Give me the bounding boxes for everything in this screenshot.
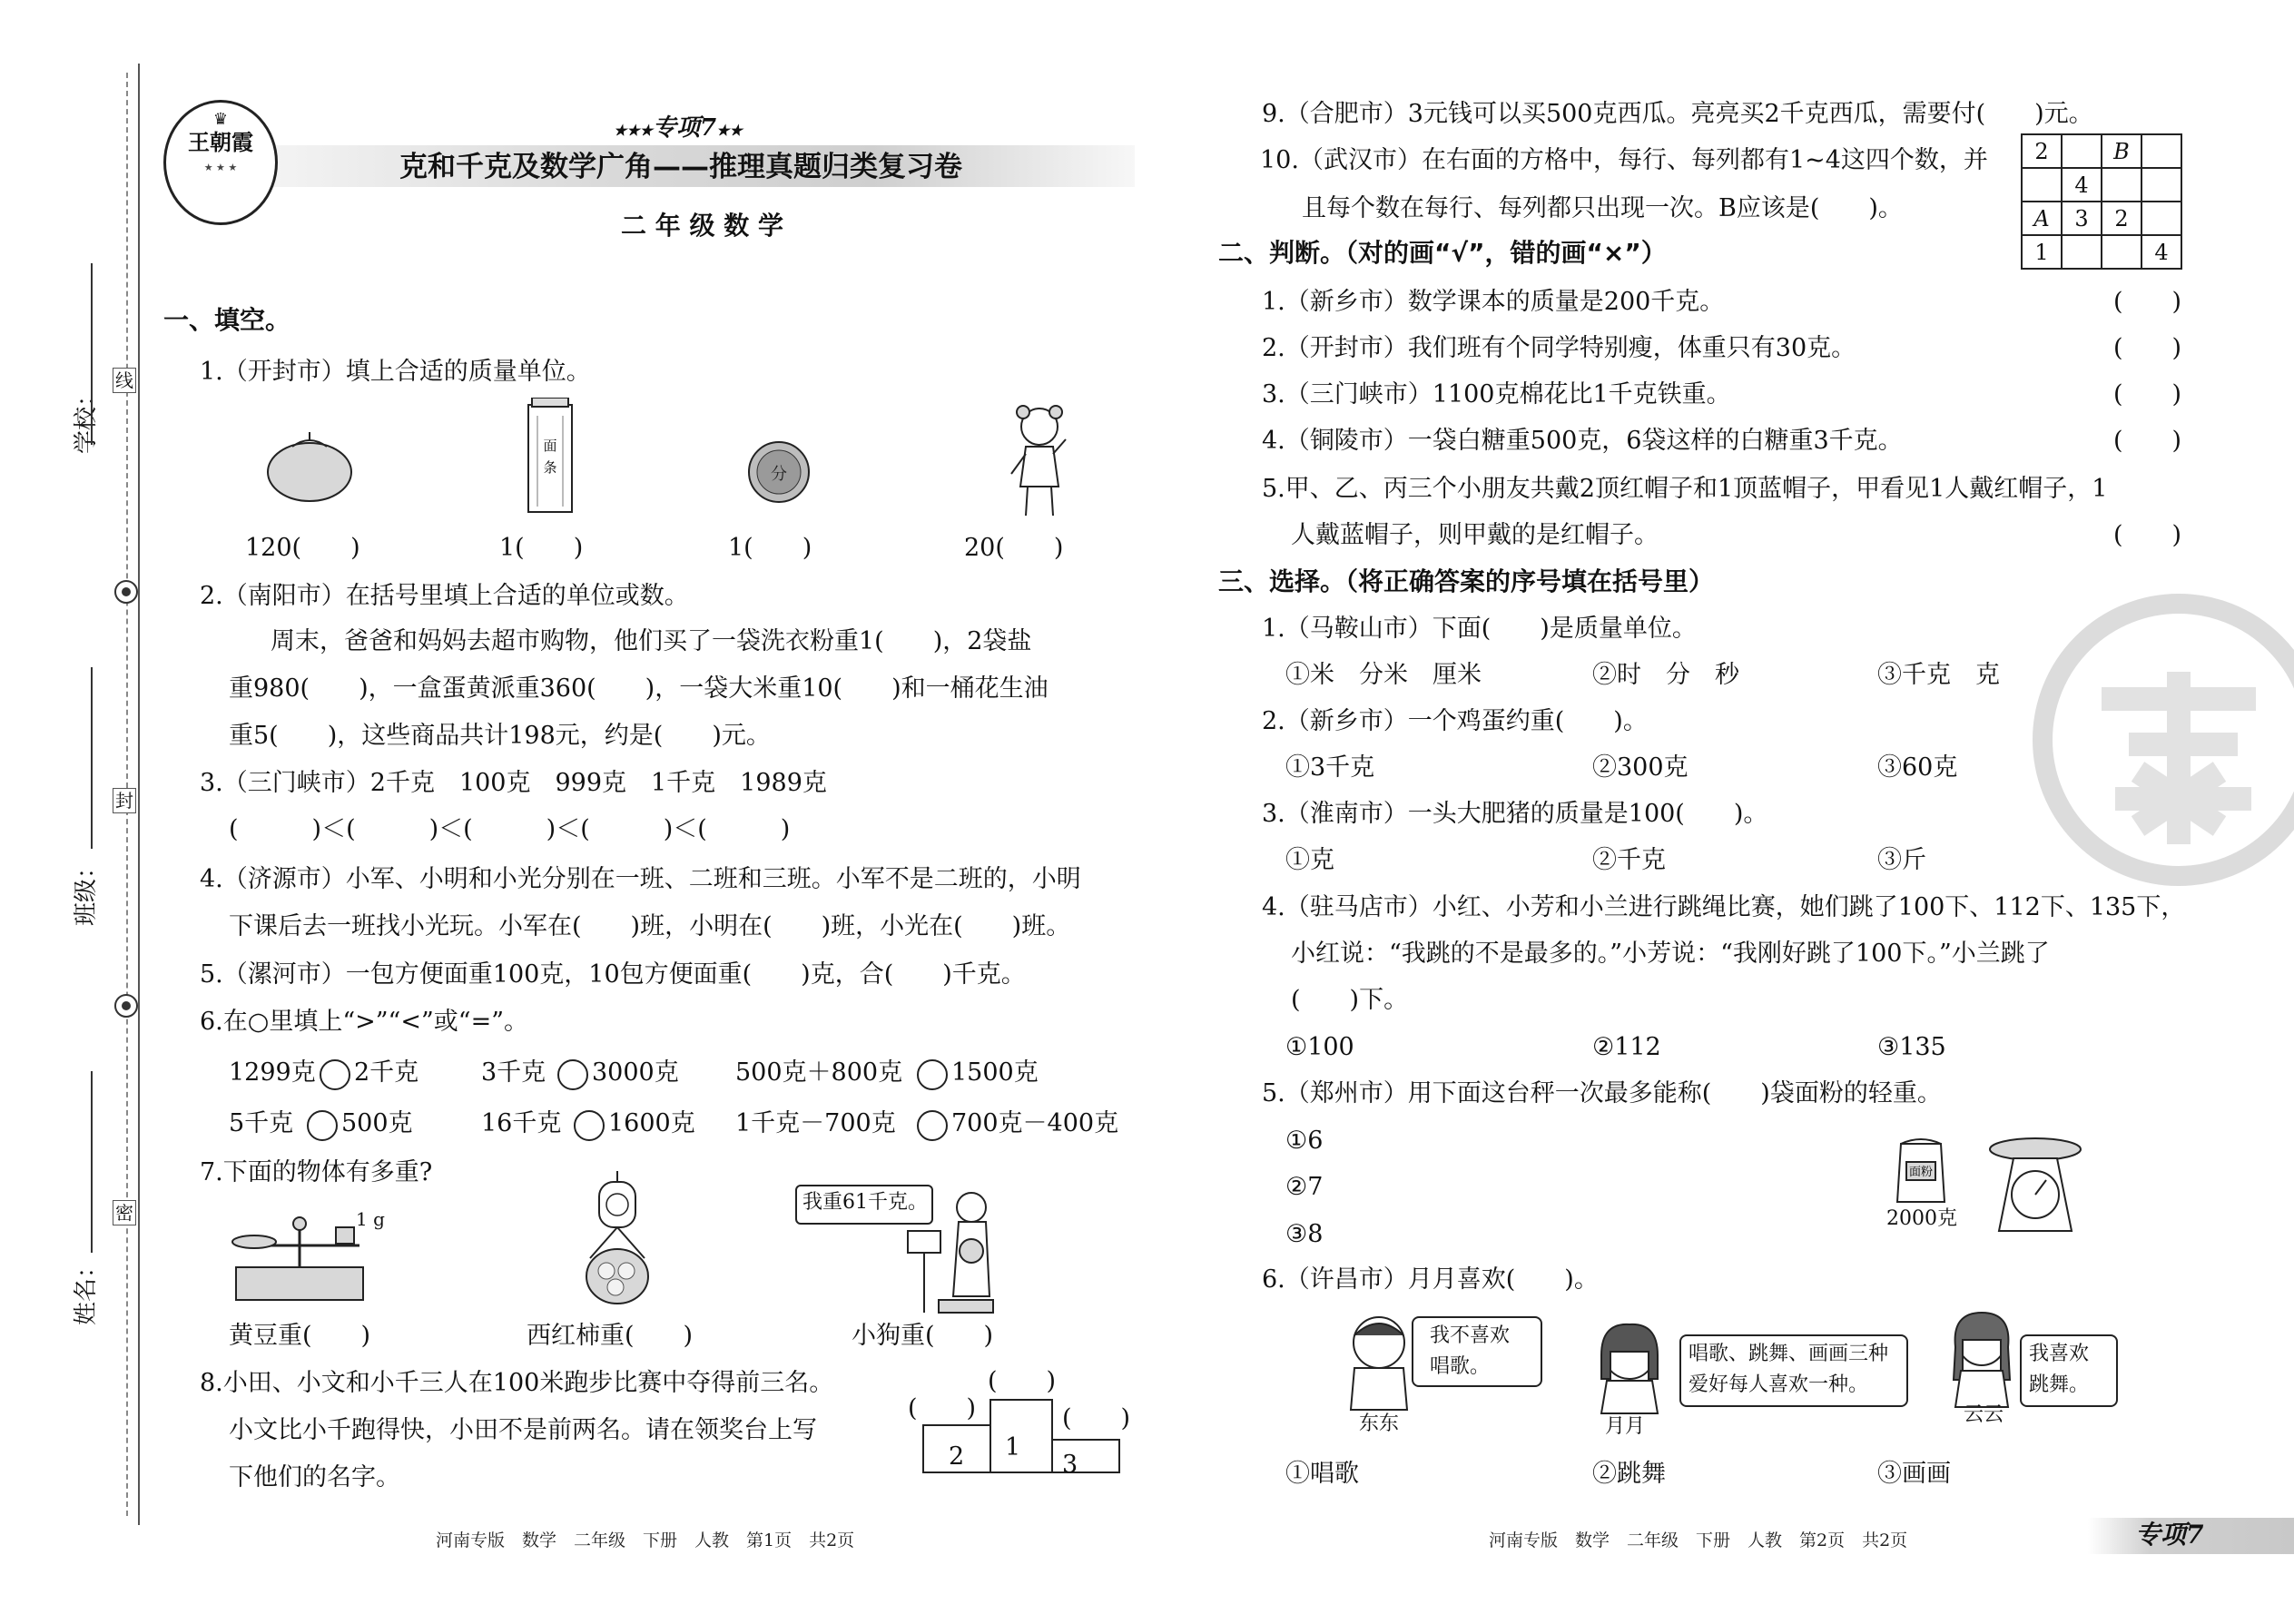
s3-q6-opt-3[interactable]: ③画画	[1877, 1460, 1951, 1488]
grid-cell: 2	[2102, 202, 2142, 236]
s2-item-1: 1.（新乡市）数学课本的质量是200千克。	[1262, 288, 1725, 316]
dongdong-bubble-line-1: 我不喜欢	[1430, 1324, 1511, 1347]
q1-item-3[interactable]: 1( )	[728, 534, 812, 562]
q8-line-3: 下他们的名字。	[229, 1463, 400, 1491]
podium-blank-1[interactable]: ( )	[988, 1367, 1057, 1395]
grid-cell	[2142, 135, 2182, 169]
q4-line-2[interactable]: 下课后去一班找小光玩。小军在( )班，小明在( )班，小光在( )班。	[229, 912, 1071, 940]
balance-scale-image	[227, 1207, 372, 1304]
s3-q3-opt-3[interactable]: ③斤	[1877, 846, 1926, 874]
coin-image	[746, 439, 812, 505]
s2-item-2: 2.（开封市）我们班有个同学特别瘦，体重只有30克。	[1262, 334, 1856, 362]
name-yunyun: 云云	[1964, 1403, 2004, 1426]
yunyun-bubble-line-1: 我喜欢	[2029, 1343, 2090, 1365]
grid-cell	[2023, 169, 2063, 202]
grid-cell	[2142, 169, 2182, 202]
binding-mark-seal: 封	[113, 788, 136, 813]
dongdong-bubble-line-2: 唱歌。	[1430, 1355, 1491, 1378]
kitchen-scale-image	[1986, 1135, 2084, 1236]
page-title: 克和千克及数学广角——推理真题归类复习卷	[399, 151, 962, 183]
name-yueyue: 月月	[1605, 1415, 1646, 1438]
s2-item-3: 3.（三门峡市）1100克棉花比1千克铁重。	[1262, 380, 1731, 408]
s3-q3-text[interactable]: 3.（淮南市）一头大肥猪的质量是100( )。	[1262, 800, 1768, 828]
special-label: ★★★专项7★★	[614, 114, 743, 142]
q8-line-2: 小文比小千跑得快，小田不是前两名。请在领奖台上写	[229, 1416, 817, 1444]
grid-cell: 4	[2142, 236, 2182, 270]
compare-circle[interactable]	[917, 1110, 948, 1141]
section3-heading: 三、选择。（将正确答案的序号填在括号里）	[1218, 566, 1715, 596]
yueyue-bubble-line-1: 唱歌、跳舞、画画三种	[1689, 1343, 1889, 1365]
s3-q4-opt-2[interactable]: ②112	[1592, 1033, 1661, 1061]
binding-flower-icon	[113, 992, 140, 1019]
logo: ♛ 王朝霞 ★ ★ ★	[163, 100, 278, 225]
q1-item-4[interactable]: 20( )	[964, 534, 1064, 562]
q1-item-2[interactable]: 1( )	[499, 534, 584, 562]
girl-yueyue-image	[1589, 1321, 1670, 1415]
grid-cell	[2063, 135, 2102, 169]
s3-q1-text[interactable]: 1.（马鞍山市）下面( )是质量单位。	[1262, 615, 1697, 643]
s3-q5-text[interactable]: 5.（郑州市）用下面这台秤一次最多能称( )袋面粉的轻重。	[1262, 1079, 1942, 1107]
s2-item-4: 4.（铜陵市）一袋白糖重500克，6袋这样的白糖重3千克。	[1262, 427, 1903, 455]
binding-flower-icon	[113, 578, 140, 605]
logo-text: 王朝霞	[188, 129, 253, 155]
section1-heading: 一、填空。	[163, 305, 291, 335]
flour-bag-text: 面粉	[1908, 1166, 1934, 1179]
s3-q6-opt-2[interactable]: ②跳舞	[1592, 1460, 1666, 1488]
person-on-scale-image	[881, 1180, 1017, 1316]
hanging-scale-image	[581, 1171, 654, 1307]
q2-text: 2.（南阳市）在括号里填上合适的单位或数。	[200, 582, 689, 610]
class-field[interactable]	[91, 667, 93, 849]
grid-cell	[2102, 236, 2142, 270]
s3-q4-opt-1[interactable]: ①100	[1285, 1033, 1354, 1061]
boy-dongdong-image	[1342, 1312, 1416, 1412]
q3-text: 3.（三门峡市）2千克 100克 999克 1千克 1989克	[200, 769, 827, 797]
grid-cell: 3	[2063, 202, 2102, 236]
class-label: 班级：	[73, 854, 100, 926]
s2-paren-3[interactable]: ( )	[2113, 380, 2182, 408]
compare-circle[interactable]	[917, 1059, 948, 1090]
s3-q2-opt-3[interactable]: ③60克	[1877, 753, 1958, 782]
q6-text: 6.在○里填上“>”“<”或“=”。	[200, 1008, 529, 1036]
s3-q4-line-3[interactable]: ( )下。	[1291, 986, 1409, 1014]
s3-q1-opt-1[interactable]: ①米 分米 厘米	[1285, 661, 1482, 689]
grid-cell: 4	[2063, 169, 2102, 202]
s3-q2-opt-1[interactable]: ①3千克	[1285, 753, 1375, 782]
q2-line-3[interactable]: 重5( )，这些商品共计198元，约是( )元。	[229, 722, 771, 750]
s3-q4-line-1: 4.（驻马店市）小红、小芳和小兰进行跳绳比赛，她们跳了100下、112下、135下，	[1262, 893, 2186, 921]
s3-q6-opt-1[interactable]: ①唱歌	[1285, 1460, 1359, 1488]
sudoku-grid	[2021, 133, 2182, 270]
s3-q4-line-2: 小红说：“我跳的不是最多的。”小芳说：“我刚好跳了100下。”小兰跳了	[1291, 940, 2050, 968]
flour-weight-label: 2000克	[1886, 1207, 1957, 1230]
svg-text:分: 分	[771, 465, 787, 484]
q10-line-2[interactable]: 且每个数在每行、每列都只出现一次。B应该是( )。	[1302, 194, 1903, 222]
scale-weight-label: 1 g	[356, 1208, 385, 1230]
s2-item-5-cont: 人戴蓝帽子，则甲戴的是红帽子。	[1291, 521, 1659, 549]
podium-label-3: 3	[1062, 1451, 1078, 1479]
q7-item-1[interactable]: 黄豆重( )	[229, 1322, 371, 1350]
footer-tag: 专项7	[2135, 1520, 2204, 1550]
q7-item-3[interactable]: 小狗重( )	[852, 1322, 994, 1350]
girl-yunyun-image	[1943, 1307, 2021, 1409]
q7-bubble-text: 我重61千克。	[802, 1191, 928, 1214]
grid-cell: 2	[2023, 135, 2063, 169]
q2-line-1[interactable]: 周末，爸爸和妈妈去超市购物，他们买了一袋洗衣粉重1( )，2袋盐	[271, 627, 1032, 655]
name-dongdong: 东东	[1359, 1412, 1400, 1435]
tomato-image	[265, 430, 354, 503]
grid-cell: A	[2023, 202, 2063, 236]
grid-cell	[2142, 202, 2182, 236]
s3-q2-opt-2[interactable]: ②300克	[1592, 753, 1689, 782]
podium-label-1: 1	[1005, 1433, 1021, 1462]
q7-item-2[interactable]: 西红柿重( )	[527, 1322, 694, 1350]
page-subtitle: 二 年 级 数 学	[621, 211, 783, 241]
yueyue-bubble-line-2: 爱好每人喜欢一种。	[1689, 1373, 1869, 1396]
girl-image	[1008, 403, 1071, 519]
s2-paren-4[interactable]: ( )	[2113, 427, 2182, 455]
yunyun-bubble-line-2: 跳舞。	[2029, 1373, 2090, 1396]
noodle-bag-image	[525, 398, 576, 517]
s2-paren-5[interactable]: ( )	[2113, 521, 2182, 549]
compare-circle[interactable]	[574, 1110, 605, 1141]
grid-cell	[2063, 236, 2102, 270]
footer-left: 河南专版 数学 二年级 下册 人教 第1页 共2页	[436, 1530, 855, 1550]
q9-text[interactable]: 9.（合肥市）3元钱可以买500克西瓜。亮亮买2千克西瓜，需要付( )元。	[1262, 100, 2093, 128]
school-label: 学校：	[73, 382, 100, 454]
s3-q1-opt-3[interactable]: ③千克 克	[1877, 661, 2000, 689]
s2-item-5: 5.甲、乙、丙三个小朋友共戴2顶红帽子和1顶蓝帽子，甲看见1人戴红帽子，1	[1262, 475, 2108, 503]
s3-q3-opt-2[interactable]: ②千克	[1592, 846, 1666, 874]
flour-bag-image	[1895, 1135, 1946, 1204]
name-field[interactable]	[91, 1071, 93, 1253]
s3-q2-text[interactable]: 2.（新乡市）一个鸡蛋约重( )。	[1262, 707, 1648, 735]
s2-paren-1[interactable]: ( )	[2113, 288, 2182, 316]
binding-solid-line	[138, 64, 140, 1525]
footer-right: 河南专版 数学 二年级 下册 人教 第2页 共2页	[1489, 1530, 1908, 1550]
name-label: 姓名：	[73, 1254, 100, 1325]
q3-line[interactable]: ( )＜( )＜( )＜( )＜( )	[229, 815, 791, 843]
q8-line-1: 8.小田、小文和小千三人在100米跑步比赛中夺得前三名。	[200, 1369, 834, 1397]
svg-text:条: 条	[543, 459, 557, 476]
s2-paren-2[interactable]: ( )	[2113, 334, 2182, 362]
q4-line-1: 4.（济源市）小军、小明和小光分别在一班、二班和三班。小军不是二班的，小明	[200, 865, 1081, 893]
podium-label-2: 2	[949, 1442, 965, 1471]
compare-circle[interactable]	[320, 1059, 350, 1090]
s3-q3-opt-1[interactable]: ①克	[1285, 846, 1334, 874]
q10-line-1: 10.（武汉市）在右面的方格中，每行、每列都有1~4这四个数，并	[1260, 146, 1988, 174]
s3-q5-opt-2[interactable]: ②7	[1285, 1173, 1324, 1201]
section2-heading: 二、判断。（对的画“√”，错的画“×”）	[1218, 238, 1667, 268]
s3-q1-opt-2[interactable]: ②时 分 秒	[1592, 661, 1739, 689]
grid-cell: B	[2102, 135, 2142, 169]
q5-text[interactable]: 5.（漯河市）一包方便面重100克，10包方便面重( )克，合( )千克。	[200, 960, 1026, 989]
binding-mark-secret: 密	[113, 1200, 136, 1225]
q2-line-2[interactable]: 重980( )，一盒蛋黄派重360( )，一袋大米重10( )和一桶花生油	[229, 674, 1049, 703]
compare-circle[interactable]	[557, 1059, 588, 1090]
s3-q5-opt-3[interactable]: ③8	[1285, 1220, 1324, 1248]
grid-cell	[2102, 169, 2142, 202]
podium-blank-2[interactable]: ( )	[908, 1394, 977, 1422]
binding-mark-line: 线	[113, 368, 136, 393]
q7-text: 7.下面的物体有多重?	[200, 1158, 433, 1186]
grid-cell: 1	[2023, 236, 2063, 270]
s3-q6-text[interactable]: 6.（许昌市）月月喜欢( )。	[1262, 1265, 1599, 1294]
secret-seal-watermark	[2029, 590, 2294, 890]
compare-circle[interactable]	[307, 1110, 338, 1141]
s3-q4-opt-3[interactable]: ③135	[1877, 1033, 1946, 1061]
school-field[interactable]	[91, 263, 93, 445]
q1-text: 1.（开封市）填上合适的质量单位。	[200, 358, 591, 386]
svg-text:面: 面	[543, 438, 557, 454]
s3-q5-opt-1[interactable]: ①6	[1285, 1127, 1324, 1155]
podium-blank-3[interactable]: ( )	[1062, 1404, 1131, 1432]
q1-item-1[interactable]: 120( )	[245, 534, 360, 562]
